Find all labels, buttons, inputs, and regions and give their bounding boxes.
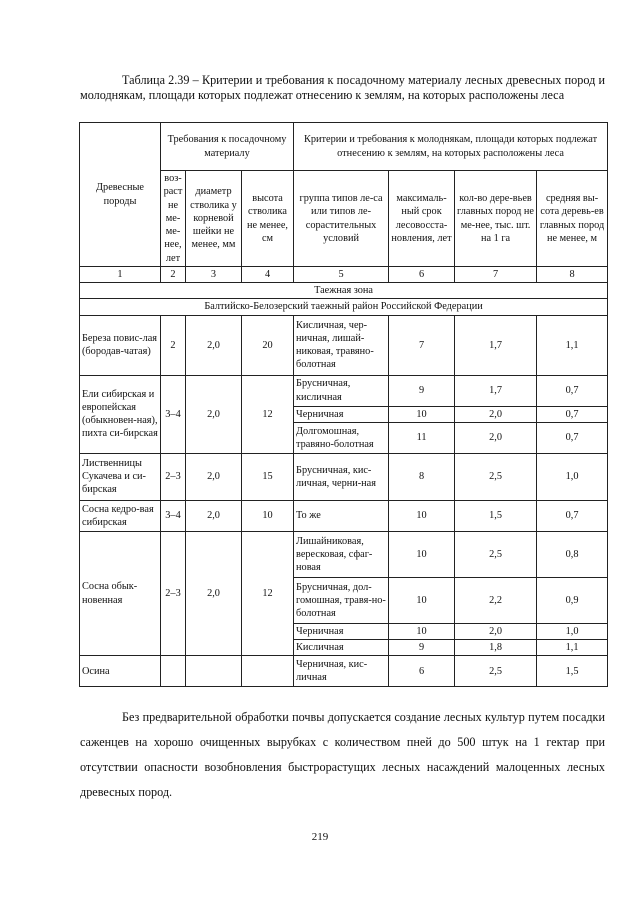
header-young-stands: Критерии и требования к молоднякам, площади которых подлежат отнесению к землям, на которых расположены леса — [294, 123, 608, 171]
column-number: 3 — [186, 267, 242, 283]
forest-type-cell: Черничная — [294, 623, 389, 639]
mean-height-cell: 1,0 — [537, 623, 608, 639]
max-term-cell: 11 — [389, 422, 455, 453]
max-term-cell: 10 — [389, 406, 455, 422]
species-cell: Осина — [80, 656, 161, 687]
body-paragraph-text: Без предварительной обработки почвы допускается создание лесных культур путем посадки саженцев на хорошо очищенных вырубках с количеством пней до 500 штук на 1 гектар при отсутствии опасности возобновления быстрорастущих лесных насаждений малоценных лесных древесных пород. — [80, 710, 605, 799]
column-number-row — [80, 267, 608, 283]
max-term-cell: 10 — [389, 531, 455, 577]
height-cell: 12 — [242, 531, 294, 655]
header-planting-material: Требования к посадочному материалу — [161, 123, 294, 171]
header-height: высота стволика не менее, см — [242, 171, 294, 267]
tree-count-cell: 1,7 — [455, 375, 537, 406]
forest-type-cell: Кисличная — [294, 640, 389, 656]
forest-type-cell: Черничная — [294, 406, 389, 422]
age-cell: 3–4 — [161, 500, 186, 531]
height-cell — [242, 656, 294, 687]
header-species: Древесные породы — [80, 123, 161, 267]
page-number: 219 — [311, 831, 329, 843]
tree-count-cell: 1,8 — [455, 640, 537, 656]
forest-type-cell: То же — [294, 500, 389, 531]
forest-type-cell: Черничная, кис-личная — [294, 656, 389, 687]
max-term-cell: 10 — [389, 623, 455, 639]
age-cell: 2–3 — [161, 531, 186, 655]
mean-height-cell: 1,5 — [537, 656, 608, 687]
age-cell: 2 — [161, 315, 186, 375]
diameter-cell: 2,0 — [186, 453, 242, 500]
max-term-cell: 8 — [389, 453, 455, 500]
table-row — [80, 453, 608, 500]
mean-height-cell: 0,8 — [537, 531, 608, 577]
column-number: 2 — [161, 267, 186, 283]
tree-count-cell: 1,5 — [455, 500, 537, 531]
mean-height-cell: 0,7 — [537, 406, 608, 422]
species-cell: Сосна обык-новенная — [80, 531, 161, 655]
species-cell: Лиственницы Сукачева и си-бирская — [80, 453, 161, 500]
diameter-cell: 2,0 — [186, 375, 242, 453]
column-number: 4 — [242, 267, 294, 283]
column-number: 8 — [537, 267, 608, 283]
mean-height-cell: 0,7 — [537, 422, 608, 453]
header-forest-type: группа типов ле-са или типов ле-сорастительных условий — [294, 171, 389, 267]
max-term-cell: 10 — [389, 577, 455, 623]
tree-count-cell: 1,7 — [455, 315, 537, 375]
table-caption — [80, 73, 605, 103]
body-paragraph — [80, 705, 605, 805]
age-cell — [161, 656, 186, 687]
diameter-cell: 2,0 — [186, 315, 242, 375]
table-row — [80, 500, 608, 531]
zone-title: Таежная зона — [80, 283, 608, 299]
header-mean-height: средняя вы-сота деревь-ев главных пород не менее, м — [537, 171, 608, 267]
max-term-cell: 9 — [389, 375, 455, 406]
header-tree-count: кол-во дере-вьев главных пород не ме-нее, тыс. шт. на 1 га — [455, 171, 537, 267]
tree-count-cell: 2,5 — [455, 656, 537, 687]
tree-count-cell: 2,5 — [455, 531, 537, 577]
height-cell: 12 — [242, 375, 294, 453]
zone-row — [80, 283, 608, 299]
header-diameter: диаметр стволика у корневой шейки не менее, мм — [186, 171, 242, 267]
age-cell: 3–4 — [161, 375, 186, 453]
table-row — [80, 656, 608, 687]
column-number: 7 — [455, 267, 537, 283]
header-row-1 — [80, 123, 608, 171]
height-cell: 20 — [242, 315, 294, 375]
mean-height-cell: 1,0 — [537, 453, 608, 500]
mean-height-cell: 1,1 — [537, 315, 608, 375]
tree-count-cell: 2,5 — [455, 453, 537, 500]
forest-type-cell: Лишайниковая, вересковая, сфаг-новая — [294, 531, 389, 577]
forest-type-cell: Брусничная, кисличная — [294, 375, 389, 406]
table-row — [80, 315, 608, 375]
max-term-cell: 10 — [389, 500, 455, 531]
forest-type-cell: Кисличная, чер-ничная, лишай-никовая, травяно-болотная — [294, 315, 389, 375]
age-cell: 2–3 — [161, 453, 186, 500]
column-number: 1 — [80, 267, 161, 283]
tree-count-cell: 2,0 — [455, 422, 537, 453]
criteria-table — [79, 122, 608, 687]
diameter-cell — [186, 656, 242, 687]
height-cell: 15 — [242, 453, 294, 500]
mean-height-cell: 0,7 — [537, 500, 608, 531]
header-age: воз-раст не ме-ме-нее, лет — [161, 171, 186, 267]
diameter-cell: 2,0 — [186, 531, 242, 655]
height-cell: 10 — [242, 500, 294, 531]
diameter-cell: 2,0 — [186, 500, 242, 531]
species-cell: Ели сибирская и европейская (обыкновен-ная), пихта си-бирская — [80, 375, 161, 453]
region-title: Балтийско-Белозерский таежный район Российской Федерации — [80, 299, 608, 315]
max-term-cell: 6 — [389, 656, 455, 687]
forest-type-cell: Брусничная, дол-гомошная, травя-но-болотная — [294, 577, 389, 623]
max-term-cell: 9 — [389, 640, 455, 656]
forest-type-cell: Брусничная, кис-личная, черни-ная — [294, 453, 389, 500]
forest-type-cell: Долгомошная, травяно-болотная — [294, 422, 389, 453]
mean-height-cell: 1,1 — [537, 640, 608, 656]
tree-count-cell: 2,0 — [455, 406, 537, 422]
column-number: 5 — [294, 267, 389, 283]
species-cell: Сосна кедро-вая сибирская — [80, 500, 161, 531]
species-cell: Береза повис-лая (бородав-чатая) — [80, 315, 161, 375]
table-caption-text: Таблица 2.39 – Критерии и требования к посадочному материалу лесных древесных пород и молоднякам, площади которых подлежат отнесению к землям, на которых расположены леса — [80, 73, 605, 102]
table-row — [80, 531, 608, 577]
region-row — [80, 299, 608, 315]
tree-count-cell: 2,2 — [455, 577, 537, 623]
mean-height-cell: 0,9 — [537, 577, 608, 623]
tree-count-cell: 2,0 — [455, 623, 537, 639]
table-row — [80, 375, 608, 406]
mean-height-cell: 0,7 — [537, 375, 608, 406]
max-term-cell: 7 — [389, 315, 455, 375]
header-max-term: максималь-ный срок лесовосста-новления, лет — [389, 171, 455, 267]
column-number: 6 — [389, 267, 455, 283]
